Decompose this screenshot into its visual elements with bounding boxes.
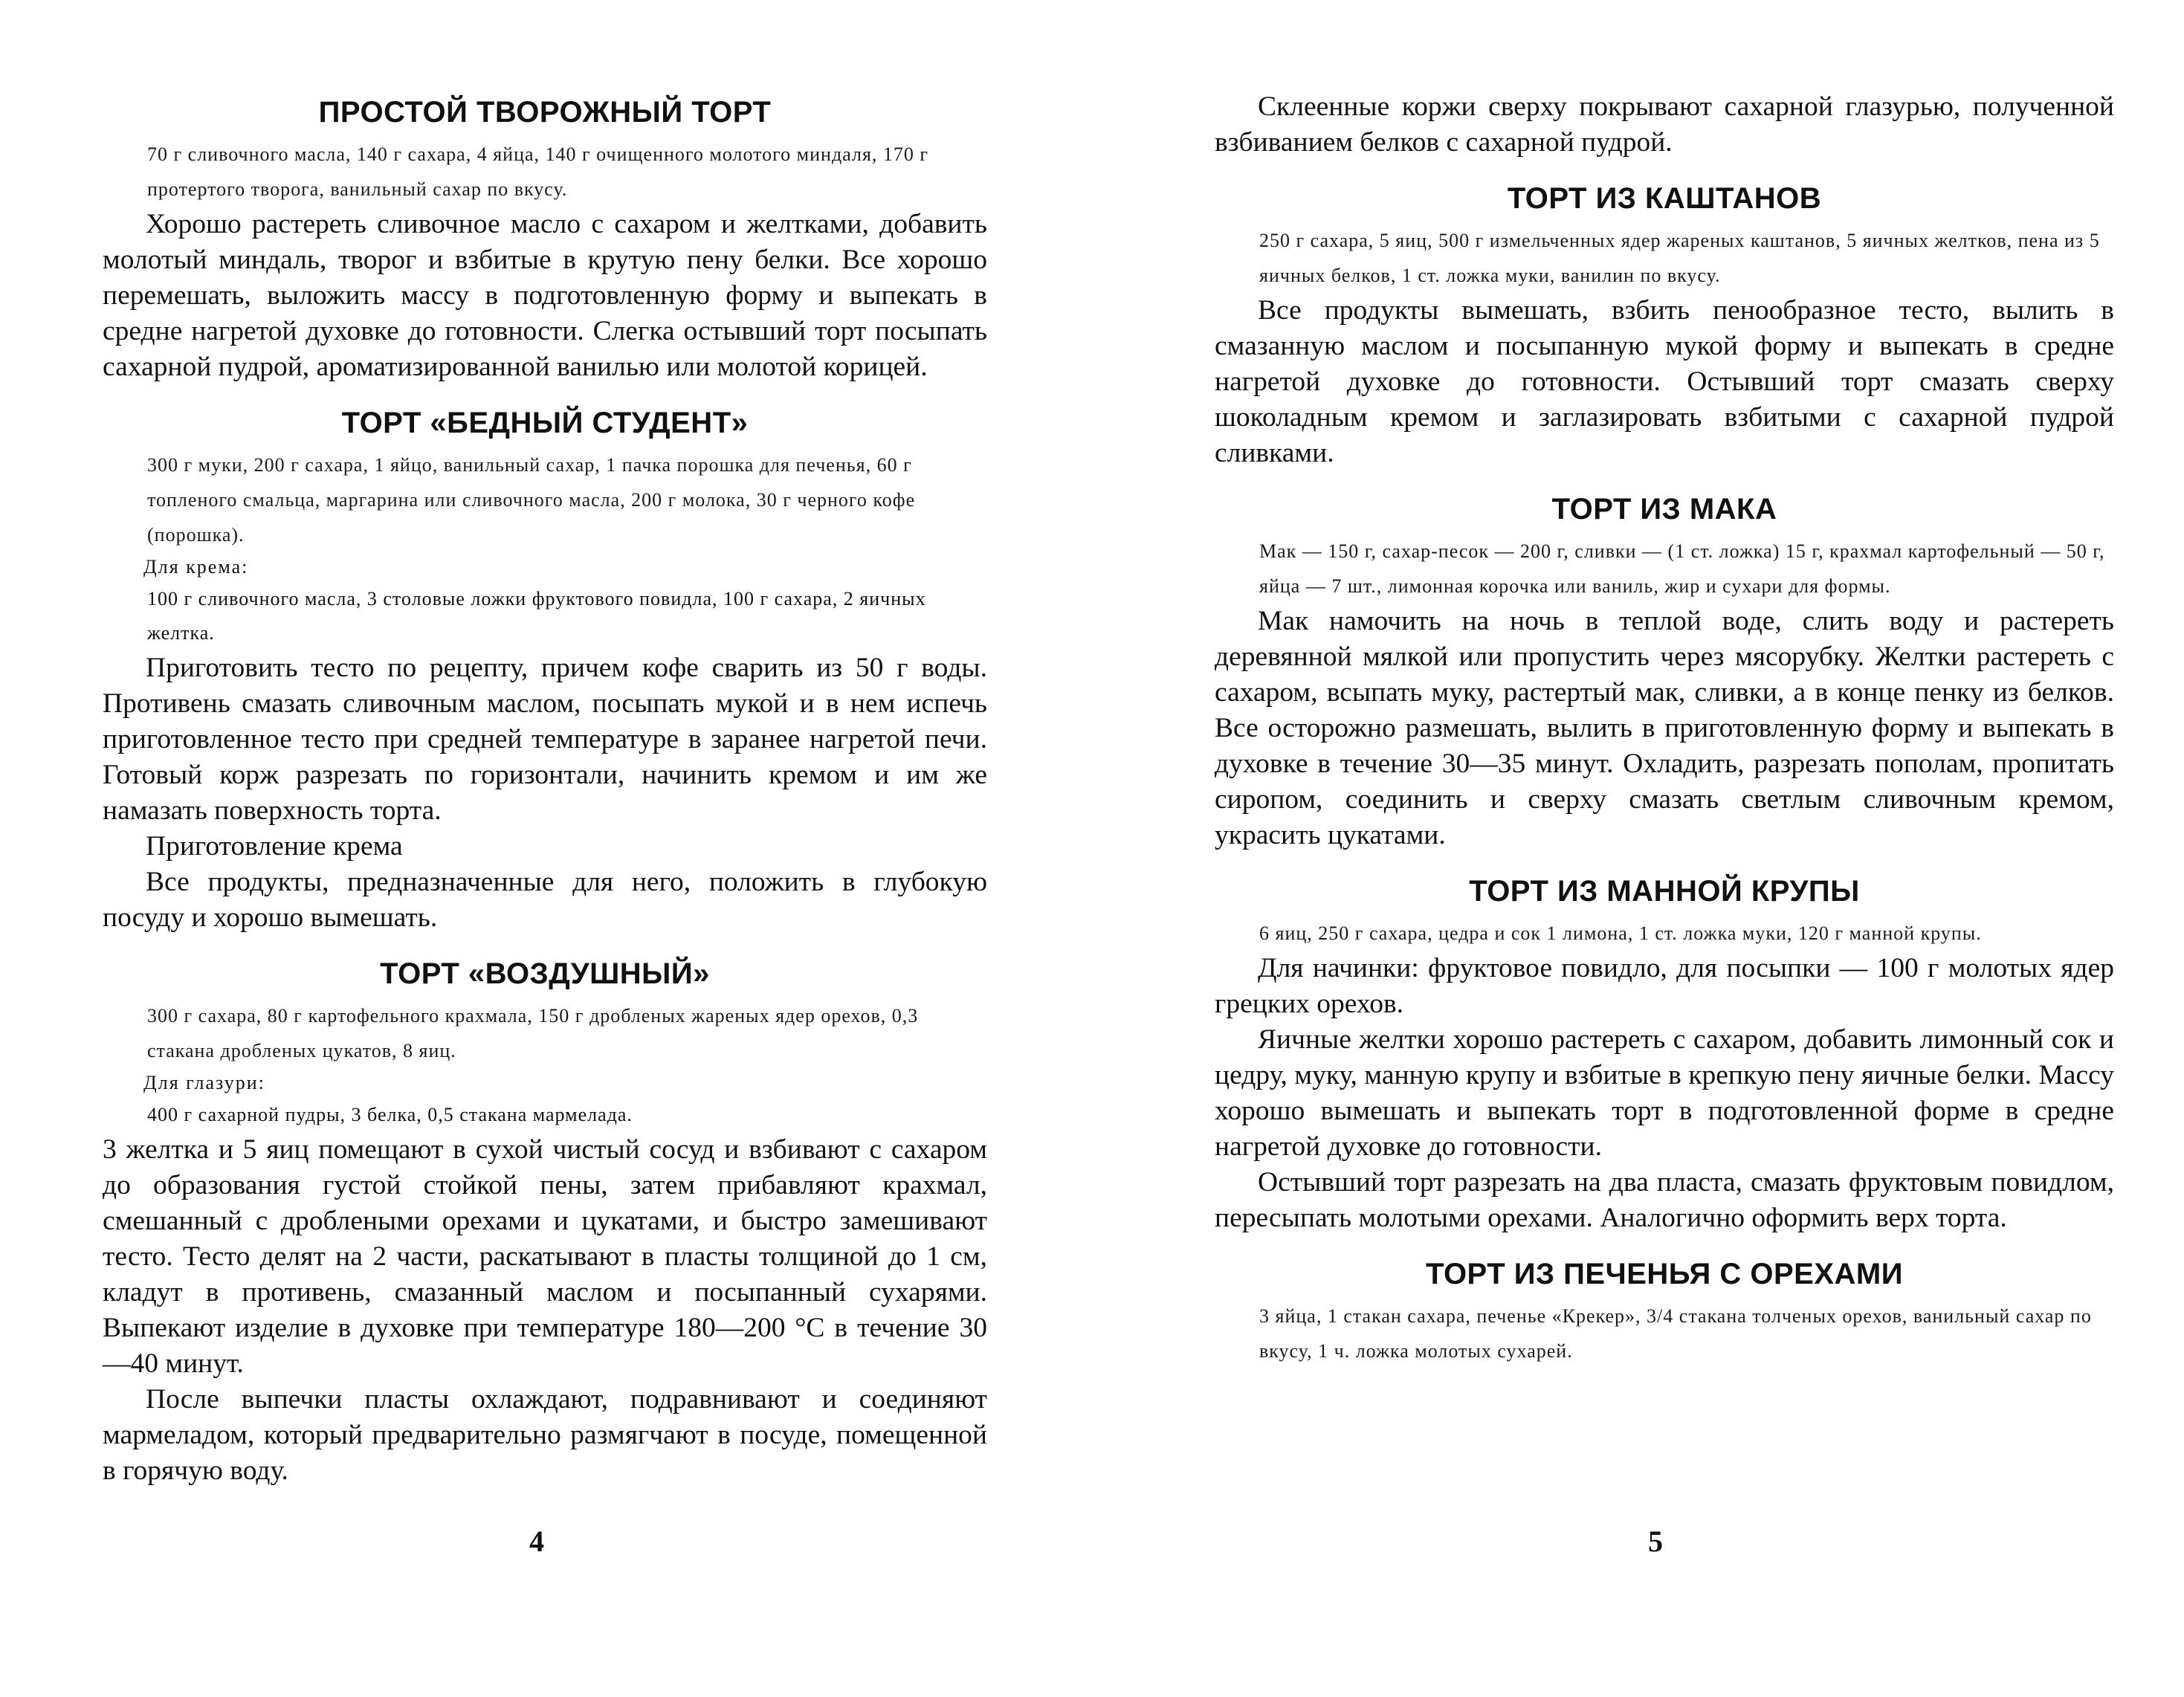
right-column bbox=[1215, 89, 2114, 1388]
recipe-ingredients: 300 г сахара, 80 г картофельного крахмала, 150 г дробленых жареных ядер орехов, 0,3 стакана дробленых цукатов, 8 яиц. bbox=[147, 1005, 919, 1061]
recipe bbox=[1215, 491, 2114, 853]
recipe-text: Все продукты вымешать, взбить пенообразное тесто, вылить в смазанную маслом и посыпанную мукой форму и выпекать в средне нагретой духовке до готовности. Остывший торт смазать сверху шоколадным кремом и заглазировать взбитыми с сахарной пудрой сливками. bbox=[1215, 295, 2114, 468]
recipe bbox=[103, 94, 987, 385]
recipe-text-3: Остывший торт разрезать на два пласта, смазать фруктовым повидлом, пересыпать молотыми орехами. Аналогично оформить верх торта. bbox=[1215, 1167, 2114, 1233]
recipe-ingredients: 3 яйца, 1 стакан сахара, печенье «Крекер», 3/4 стакана толченых орехов, ванильный сахар по вкусу, 1 ч. ложка молотых сухарей. bbox=[1259, 1305, 2092, 1362]
recipe-text: Мак намочить на ночь в теплой воде, слить воду и растереть деревянной мялкой или пропустить через мясорубку. Желтки растереть с сахаром, всыпать муку, растертый мак, сливки, а в конце пенку из белков. Все осторожно размешать, вылить в приготовленную форму и выпекать в духовке в течение 30—35 минут. Охладить, разрезать пополам, пропитать сиропом, соединить и сверху смазать светлым сливочным кремом, украсить цукатами. bbox=[1215, 606, 2114, 850]
recipe bbox=[1215, 873, 2114, 1236]
recipe-title: ТОРТ ИЗ МАННОЙ КРУПЫ bbox=[1469, 875, 1860, 908]
recipe-ingredients: 300 г муки, 200 г сахара, 1 яйцо, ванильный сахар, 1 пачка порошка для печенья, 60 г топленого смальца, маргарина или сливочного масла, 200 г молока, 30 г черного кофе (порошка). bbox=[147, 454, 916, 546]
recipe bbox=[103, 404, 987, 936]
left-column bbox=[103, 89, 987, 1508]
recipe-title: ТОРТ «ВОЗДУШНЫЙ» bbox=[380, 957, 710, 990]
recipe-text: 3 желтка и 5 яиц помещают в сухой чистый сосуд и взбивают с сахаром до образования густой стойкой пены, затем прибавляют крахмал, смешанный с дроблеными орехами и цукатами, и быстро замешивают тесто. Тесто делят на 2 части, раскатывают в пласты толщиной до 1 см, кладут в противень, смазанный маслом и посыпанный сухарями. Выпекают изделие в духовке при температуре 180—200 °С в течение 30—40 минут. bbox=[103, 1134, 987, 1379]
recipe-text: Хорошо растереть сливочное масло с сахаром и желтками, добавить молотый миндаль, творог и взбитые в крутую пену белки. Все хорошо перемешать, выложить массу в подготовленную форму и выпекать в средне нагретой духовке до готовности. Слегка остывший торт посыпать сахарной пудрой, ароматизированной ванилью или молотой корицей. bbox=[103, 209, 987, 382]
recipe bbox=[1215, 180, 2114, 471]
recipe bbox=[1215, 1255, 2114, 1368]
glaze-label: Для глазури: bbox=[143, 1072, 265, 1093]
intro-text: Склеенные коржи сверху покрывают сахарной глазурью, полученной взбиванием белков с сахарной пудрой. bbox=[1215, 91, 2114, 158]
recipe-text-2: Яичные желтки хорошо растереть с сахаром, добавить лимонный сок и цедру, муку, манную крупу и взбитые в крепкую пену яичные белки. Массу хорошо вымешать и выпекать торт в подготовленной форме в средне нагретой духовке до готовности. bbox=[1215, 1024, 2114, 1162]
recipe-text-2: Все продукты, предназначенные для него, положить в глубокую посуду и хорошо вымешать. bbox=[103, 867, 987, 933]
right-page bbox=[1092, 0, 2184, 1697]
recipe-ingredients: 6 яиц, 250 г сахара, цедра и сок 1 лимона, 1 ст. ложка муки, 120 г манной крупы. bbox=[1259, 922, 1982, 944]
recipe-text-2: После выпечки пласты охлаждают, подравнивают и соединяют мармеладом, который предварительно размягчают в посуде, помещенной в горячую воду. bbox=[103, 1384, 987, 1486]
recipe-ingredients: 70 г сливочного масла, 140 г сахара, 4 яйца, 140 г очищенного молотого миндаля, 170 г протертого творога, ванильный сахар по вкусу. bbox=[147, 143, 929, 200]
recipe-title: ТОРТ ИЗ КАШТАНОВ bbox=[1507, 182, 1822, 215]
recipe-ingredients: Мак — 150 г, сахар-песок — 200 г, сливки — (1 ст. ложка) 15 г, крахмал картофельный — 50 г, яйца — 7 шт., лимонная корочка или ваниль, жир и сухари для формы. bbox=[1259, 540, 2105, 597]
recipe-ingredients: 250 г сахара, 5 яиц, 500 г измельченных ядер жареных каштанов, 5 яичных желтков, пена из 5 яичных белков, 1 ст. ложка муки, ванилин по вкусу. bbox=[1259, 230, 2100, 286]
cream-label: Для крема: bbox=[143, 556, 249, 578]
glaze-ingredients: 400 г сахарной пудры, 3 белка, 0,5 стакана мармелада. bbox=[147, 1104, 633, 1125]
recipe bbox=[103, 955, 987, 1489]
recipe-title: ПРОСТОЙ ТВОРОЖНЫЙ ТОРТ bbox=[318, 96, 772, 129]
recipe-text: Для начинки: фруктовое повидло, для посыпки — 100 г молотых ядер грецких орехов. bbox=[1215, 953, 2114, 1019]
page-number: 4 bbox=[529, 1525, 544, 1558]
recipe-subheading: Приготовление крема bbox=[146, 831, 403, 862]
recipe-title: ТОРТ ИЗ ПЕЧЕНЬЯ С ОРЕХАМИ bbox=[1426, 1258, 1903, 1290]
recipe-text: Приготовить тесто по рецепту, причем кофе сварить из 50 г воды. Противень смазать сливочным маслом, посыпать мукой и в нем испечь приготовленное тесто при средней температуре в заранее нагретой печи. Готовый корж разрезать по горизонтали, начинить кремом и им же намазать поверхность торта. bbox=[103, 653, 987, 826]
recipe-title: ТОРТ «БЕДНЫЙ СТУДЕНТ» bbox=[341, 407, 749, 439]
page-number: 5 bbox=[1648, 1525, 1663, 1558]
cream-ingredients: 100 г сливочного масла, 3 столовые ложки фруктового повидла, 100 г сахара, 2 яичных желтка. bbox=[147, 588, 926, 644]
recipe-title: ТОРТ ИЗ МАКА bbox=[1551, 493, 1777, 526]
